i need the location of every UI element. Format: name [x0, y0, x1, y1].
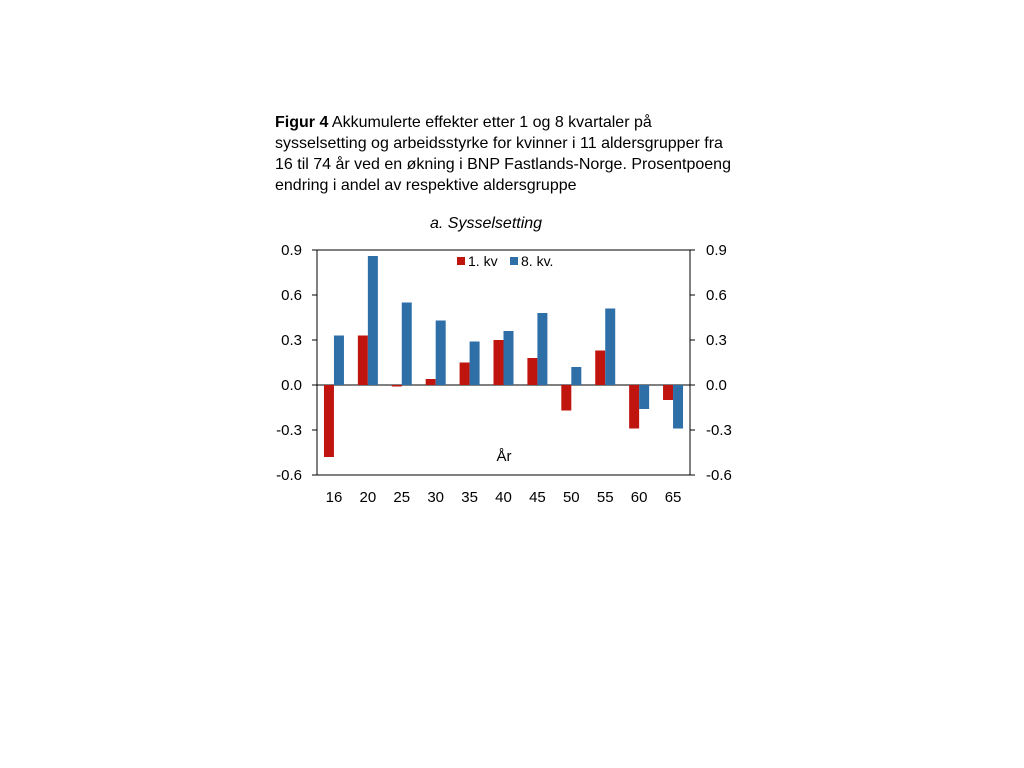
legend [457, 253, 553, 269]
bar-kv8-40 [504, 331, 514, 385]
x-tick-label: 65 [664, 489, 682, 506]
y-tick-label-right: 0.0 [706, 377, 727, 394]
bar-kv8-60 [639, 385, 649, 409]
bars [324, 256, 683, 457]
bar-kv1-25 [392, 385, 402, 387]
bar-kv8-30 [436, 321, 446, 386]
legend-label: 1. kv [468, 253, 498, 269]
bar-kv1-20 [358, 336, 368, 386]
y-tick-label-left: 0.0 [281, 377, 302, 394]
bar-kv1-55 [595, 351, 605, 386]
y-tick-label-left: 0.9 [281, 242, 302, 259]
y-tick-label-left: 0.3 [281, 332, 302, 349]
bar-kv8-55 [605, 309, 615, 386]
bar-kv1-16 [324, 385, 334, 457]
y-tick-label-right: -0.3 [706, 422, 732, 439]
x-axis-label: År [496, 448, 512, 465]
x-tick-label: 16 [325, 489, 343, 506]
bar-kv8-16 [334, 336, 344, 386]
y-tick-label-right: 0.6 [706, 287, 727, 304]
chart-title: a. Sysselsetting [430, 215, 543, 232]
right-axis [690, 242, 732, 484]
bar-kv1-35 [460, 363, 470, 386]
bar-kv1-30 [426, 379, 436, 385]
y-tick-label-left: 0.6 [281, 287, 302, 304]
left-axis [276, 242, 317, 484]
bar-kv8-25 [402, 303, 412, 386]
y-tick-label-right: 0.9 [706, 242, 727, 259]
y-tick-label-right: 0.3 [706, 332, 727, 349]
x-tick-label: 30 [427, 489, 445, 506]
x-tick-label: 60 [630, 489, 648, 506]
y-tick-label-right: -0.6 [706, 467, 732, 484]
bar-kv1-50 [561, 385, 571, 411]
legend-swatch [510, 257, 518, 265]
x-tick-label: 45 [529, 489, 546, 506]
y-tick-label-left: -0.6 [276, 467, 302, 484]
figure-label: Figur 4 [275, 114, 329, 131]
x-tick-label: 20 [359, 489, 377, 506]
bar-kv8-45 [537, 313, 547, 385]
x-axis [326, 489, 682, 506]
x-tick-label: 25 [393, 489, 411, 506]
legend-swatch [457, 257, 465, 265]
bar-kv8-50 [571, 367, 581, 385]
bar-kv1-65 [663, 385, 673, 400]
x-tick-label: 35 [461, 489, 478, 506]
x-tick-label: 40 [495, 489, 512, 506]
x-tick-label: 50 [562, 489, 580, 506]
bar-kv8-20 [368, 256, 378, 385]
bar-kv8-35 [470, 342, 480, 386]
bar-kv1-60 [629, 385, 639, 429]
bar-kv8-65 [673, 385, 683, 429]
x-tick-label: 55 [596, 489, 614, 506]
bar-kv1-40 [494, 340, 504, 385]
bar-kv1-45 [527, 358, 537, 385]
y-tick-label-left: -0.3 [276, 422, 302, 439]
caption-text: Akkumulerte effekter etter 1 og 8 kvartaler på sysselsetting og arbeidsstyrke for kvinner i 11 aldersgrupper fra 16 til 74 år ved en økning i BNP Fastlands-Norge. Prosentpoeng endring i andel av respektive aldersgruppe [275, 114, 731, 194]
legend-label: 8. kv. [521, 253, 554, 269]
